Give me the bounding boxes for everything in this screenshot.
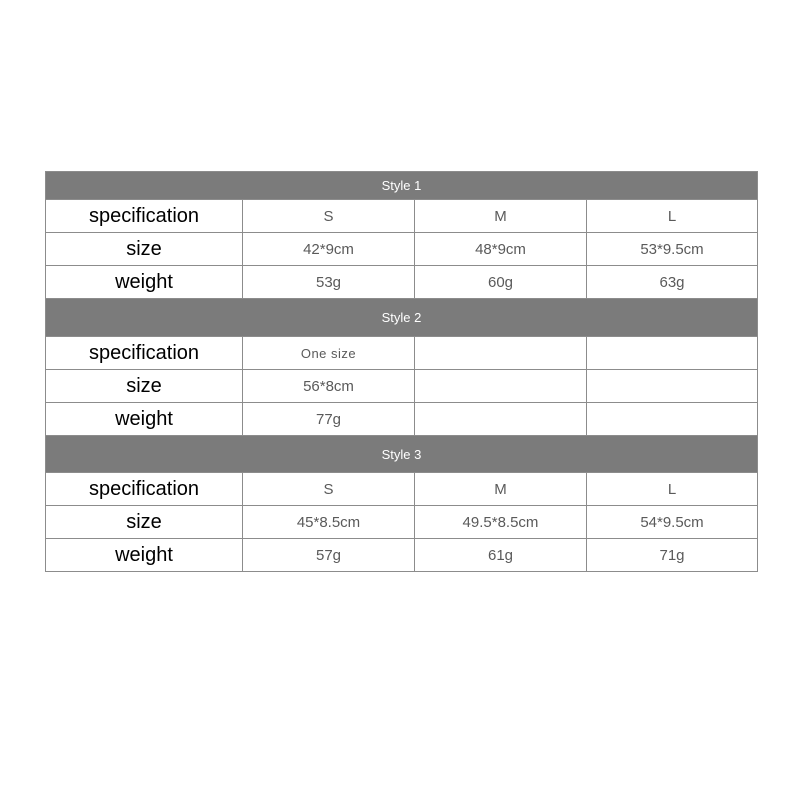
section-header-style-3 — [46, 436, 758, 473]
table-row — [46, 200, 758, 233]
table-cell-empty — [587, 337, 758, 370]
table-cell: 54*9.5cm — [587, 506, 758, 539]
row-label: weight — [46, 266, 243, 299]
table-row — [46, 337, 758, 370]
table-cell: 63g — [587, 266, 758, 299]
table-cell: M — [415, 473, 587, 506]
table-cell: L — [587, 200, 758, 233]
row-label: specification — [46, 473, 243, 506]
table-cell: 49.5*8.5cm — [415, 506, 587, 539]
table-cell: 77g — [243, 403, 415, 436]
table-row — [46, 403, 758, 436]
table-cell: 48*9cm — [415, 233, 587, 266]
table-row — [46, 539, 758, 572]
section-header-style-2 — [46, 299, 758, 337]
table-row — [46, 233, 758, 266]
table-cell-empty — [587, 370, 758, 403]
row-label: size — [46, 506, 243, 539]
row-label: size — [46, 370, 243, 403]
table-row — [46, 370, 758, 403]
table-cell: 57g — [243, 539, 415, 572]
table-cell: 42*9cm — [243, 233, 415, 266]
table-cell: 53g — [243, 266, 415, 299]
section-title: Style 3 — [46, 436, 758, 473]
table-row — [46, 473, 758, 506]
table-cell: L — [587, 473, 758, 506]
table-cell: M — [415, 200, 587, 233]
table-row — [46, 506, 758, 539]
table-cell: S — [243, 200, 415, 233]
section-header-style-1 — [46, 172, 758, 200]
table-cell-empty — [415, 337, 587, 370]
row-label: weight — [46, 539, 243, 572]
table-cell: 53*9.5cm — [587, 233, 758, 266]
table-cell: S — [243, 473, 415, 506]
table-cell: 60g — [415, 266, 587, 299]
table-cell-empty — [415, 403, 587, 436]
size-chart-table — [45, 171, 758, 572]
table-cell: 56*8cm — [243, 370, 415, 403]
row-label: weight — [46, 403, 243, 436]
table-cell: 71g — [587, 539, 758, 572]
table-cell: 45*8.5cm — [243, 506, 415, 539]
row-label: specification — [46, 337, 243, 370]
table-cell: One size — [243, 337, 415, 370]
table-row — [46, 266, 758, 299]
section-title: Style 1 — [46, 172, 758, 200]
row-label: specification — [46, 200, 243, 233]
table-cell: 61g — [415, 539, 587, 572]
table-cell-empty — [587, 403, 758, 436]
section-title: Style 2 — [46, 299, 758, 337]
row-label: size — [46, 233, 243, 266]
table-cell-empty — [415, 370, 587, 403]
